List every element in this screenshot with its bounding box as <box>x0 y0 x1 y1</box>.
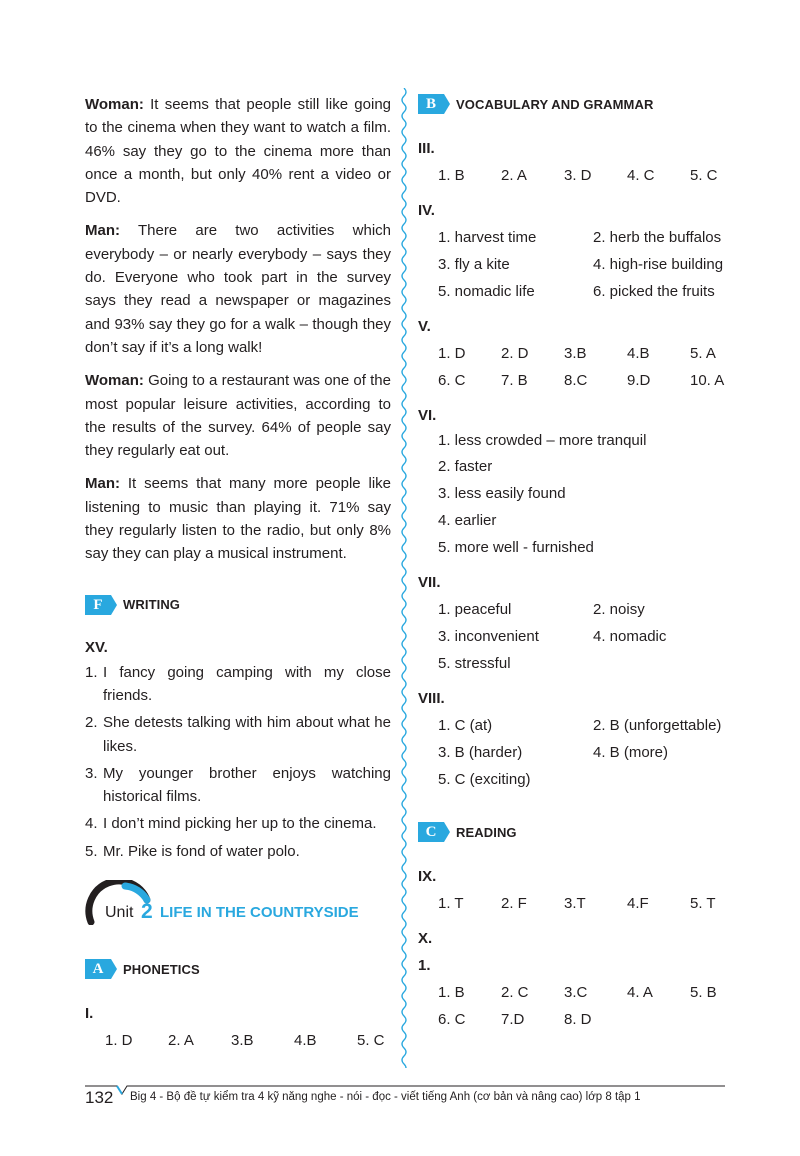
transcript-text: It seems that people still like going to the cinema when they want to watch a film. 46% say they go to the cinema more than once a month, but only 40% rent a video or DVD. <box>85 96 391 207</box>
unit-header <box>85 880 405 930</box>
answer-row: 1. C (at) 2. B (unforgettable) <box>438 717 722 734</box>
exercise-number: VI. <box>418 407 437 424</box>
section-badge: A <box>85 959 117 979</box>
section-title: VOCABULARY AND GRAMMAR <box>456 96 654 112</box>
answer-line: 4. earlier <box>438 512 497 529</box>
answer-item: 1. I fancy going camping with my close friends. <box>85 663 391 704</box>
answer-row: 3. fly a kite 4. high-rise building <box>438 256 724 273</box>
page-footer <box>85 1082 725 1112</box>
answer-row: 5. C (exciting) <box>438 771 531 788</box>
exercise-number: VIII. <box>418 690 445 707</box>
section-title: WRITING <box>123 597 181 613</box>
section-header-reading <box>418 821 738 843</box>
transcript-paragraph <box>85 369 391 462</box>
answer-row: 6. C 7. B 8.C 9.D 10. A <box>438 372 725 389</box>
exercise-number: IX. <box>418 868 437 885</box>
section-badge: B <box>418 94 450 114</box>
answer-row: 1. peaceful 2. noisy <box>438 601 645 618</box>
section-title: PHONETICS <box>123 961 200 977</box>
answer-row: 5. stressful <box>438 655 511 672</box>
answer-row: 1. B 2. C 3.C 4. A 5. B <box>438 984 717 1001</box>
listening-transcript <box>85 93 391 566</box>
section-title: READING <box>456 824 517 840</box>
answer-row: 3. B (harder) 4. B (more) <box>438 744 669 761</box>
section-header-phonetics <box>85 958 391 980</box>
answer-line: 2. faster <box>438 458 493 475</box>
section-header-vocabulary <box>418 93 738 115</box>
transcript-paragraph <box>85 472 391 565</box>
phonetics-section <box>85 958 391 1054</box>
answer-item: 4. I don’t mind picking her up to the cinema. <box>85 815 377 833</box>
unit-number: 2 <box>141 900 153 923</box>
section-badge: C <box>418 822 450 842</box>
answer-row: 1. D 2. A 3.B 4.B 5. C <box>105 1032 385 1049</box>
page-number: 132 <box>85 1088 114 1107</box>
exercise-number: VII. <box>418 574 441 591</box>
answer-item: 2. She detests talking with him about what he likes. <box>85 714 391 755</box>
answer-line: 3. less easily found <box>438 485 566 502</box>
section-badge: F <box>85 595 117 615</box>
unit-title: LIFE IN THE COUNTRYSIDE <box>160 904 359 921</box>
transcript-paragraph <box>85 93 391 209</box>
answer-row: 1. B 2. A 3. D 4. C 5. C <box>438 167 718 184</box>
answer-row: 6. C 7.D 8. D <box>438 1011 592 1028</box>
footer-book-title: Big 4 - Bộ đề tự kiểm tra 4 kỹ năng nghe - nói - đọc - viết tiếng Anh (cơ bản và nâng cao) lớp 8 tập 1 <box>130 1091 641 1103</box>
exercise-number: IV. <box>418 202 435 219</box>
sub-exercise-number: 1. <box>418 957 431 974</box>
answer-row: 3. inconvenient 4. nomadic <box>438 628 667 645</box>
answer-item: 3. My younger brother enjoys watching historical films. <box>85 764 391 806</box>
exercise-number: V. <box>418 318 431 335</box>
section-header-writing <box>85 594 391 616</box>
answer-row: 1. D 2. D 3.B 4.B 5. A <box>438 345 716 362</box>
speaker-label: Man: <box>85 222 120 240</box>
right-column <box>418 93 738 1033</box>
transcript-text: It seems that many more people like listening to music than playing it. 71% say they regularly listen to the radio, but only 8% say they can play a musical instrument. <box>85 475 391 563</box>
answer-row: 1. T 2. F 3.T 4.F 5. T <box>438 895 716 912</box>
exercise-number: I. <box>85 1005 94 1022</box>
answer-line: 5. more well - furnished <box>438 539 594 556</box>
exercise-number: III. <box>418 140 435 157</box>
exercise-number: X. <box>418 930 433 947</box>
answer-item: 5. Mr. Pike is fond of water polo. <box>85 842 300 860</box>
exercise-number: XV. <box>85 638 108 656</box>
transcript-text: There are two activities which everybody – or nearly everybody – says they do. Everyone who took part in the survey says they read a newspaper or magazines and 93% say they go for a walk – though they don’t say if it’s a long walk! <box>85 222 391 356</box>
speaker-label: Woman: <box>85 96 144 113</box>
speaker-label: Woman: <box>85 372 144 390</box>
transcript-paragraph <box>85 219 391 359</box>
speaker-label: Man: <box>85 475 120 493</box>
answer-row: 1. harvest time 2. herb the buffalos <box>438 229 722 246</box>
answer-row: 5. nomadic life 6. picked the fruits <box>438 283 715 300</box>
answer-line: 1. less crowded – more tranquil <box>438 432 647 449</box>
left-column <box>85 93 391 867</box>
transcript-text: Going to a restaurant was one of the most popular leisure activities, according to the results of the survey. 64% of people say they regularly eat out. <box>85 372 391 460</box>
unit-label: Unit <box>105 904 134 921</box>
writing-answers <box>85 661 391 863</box>
